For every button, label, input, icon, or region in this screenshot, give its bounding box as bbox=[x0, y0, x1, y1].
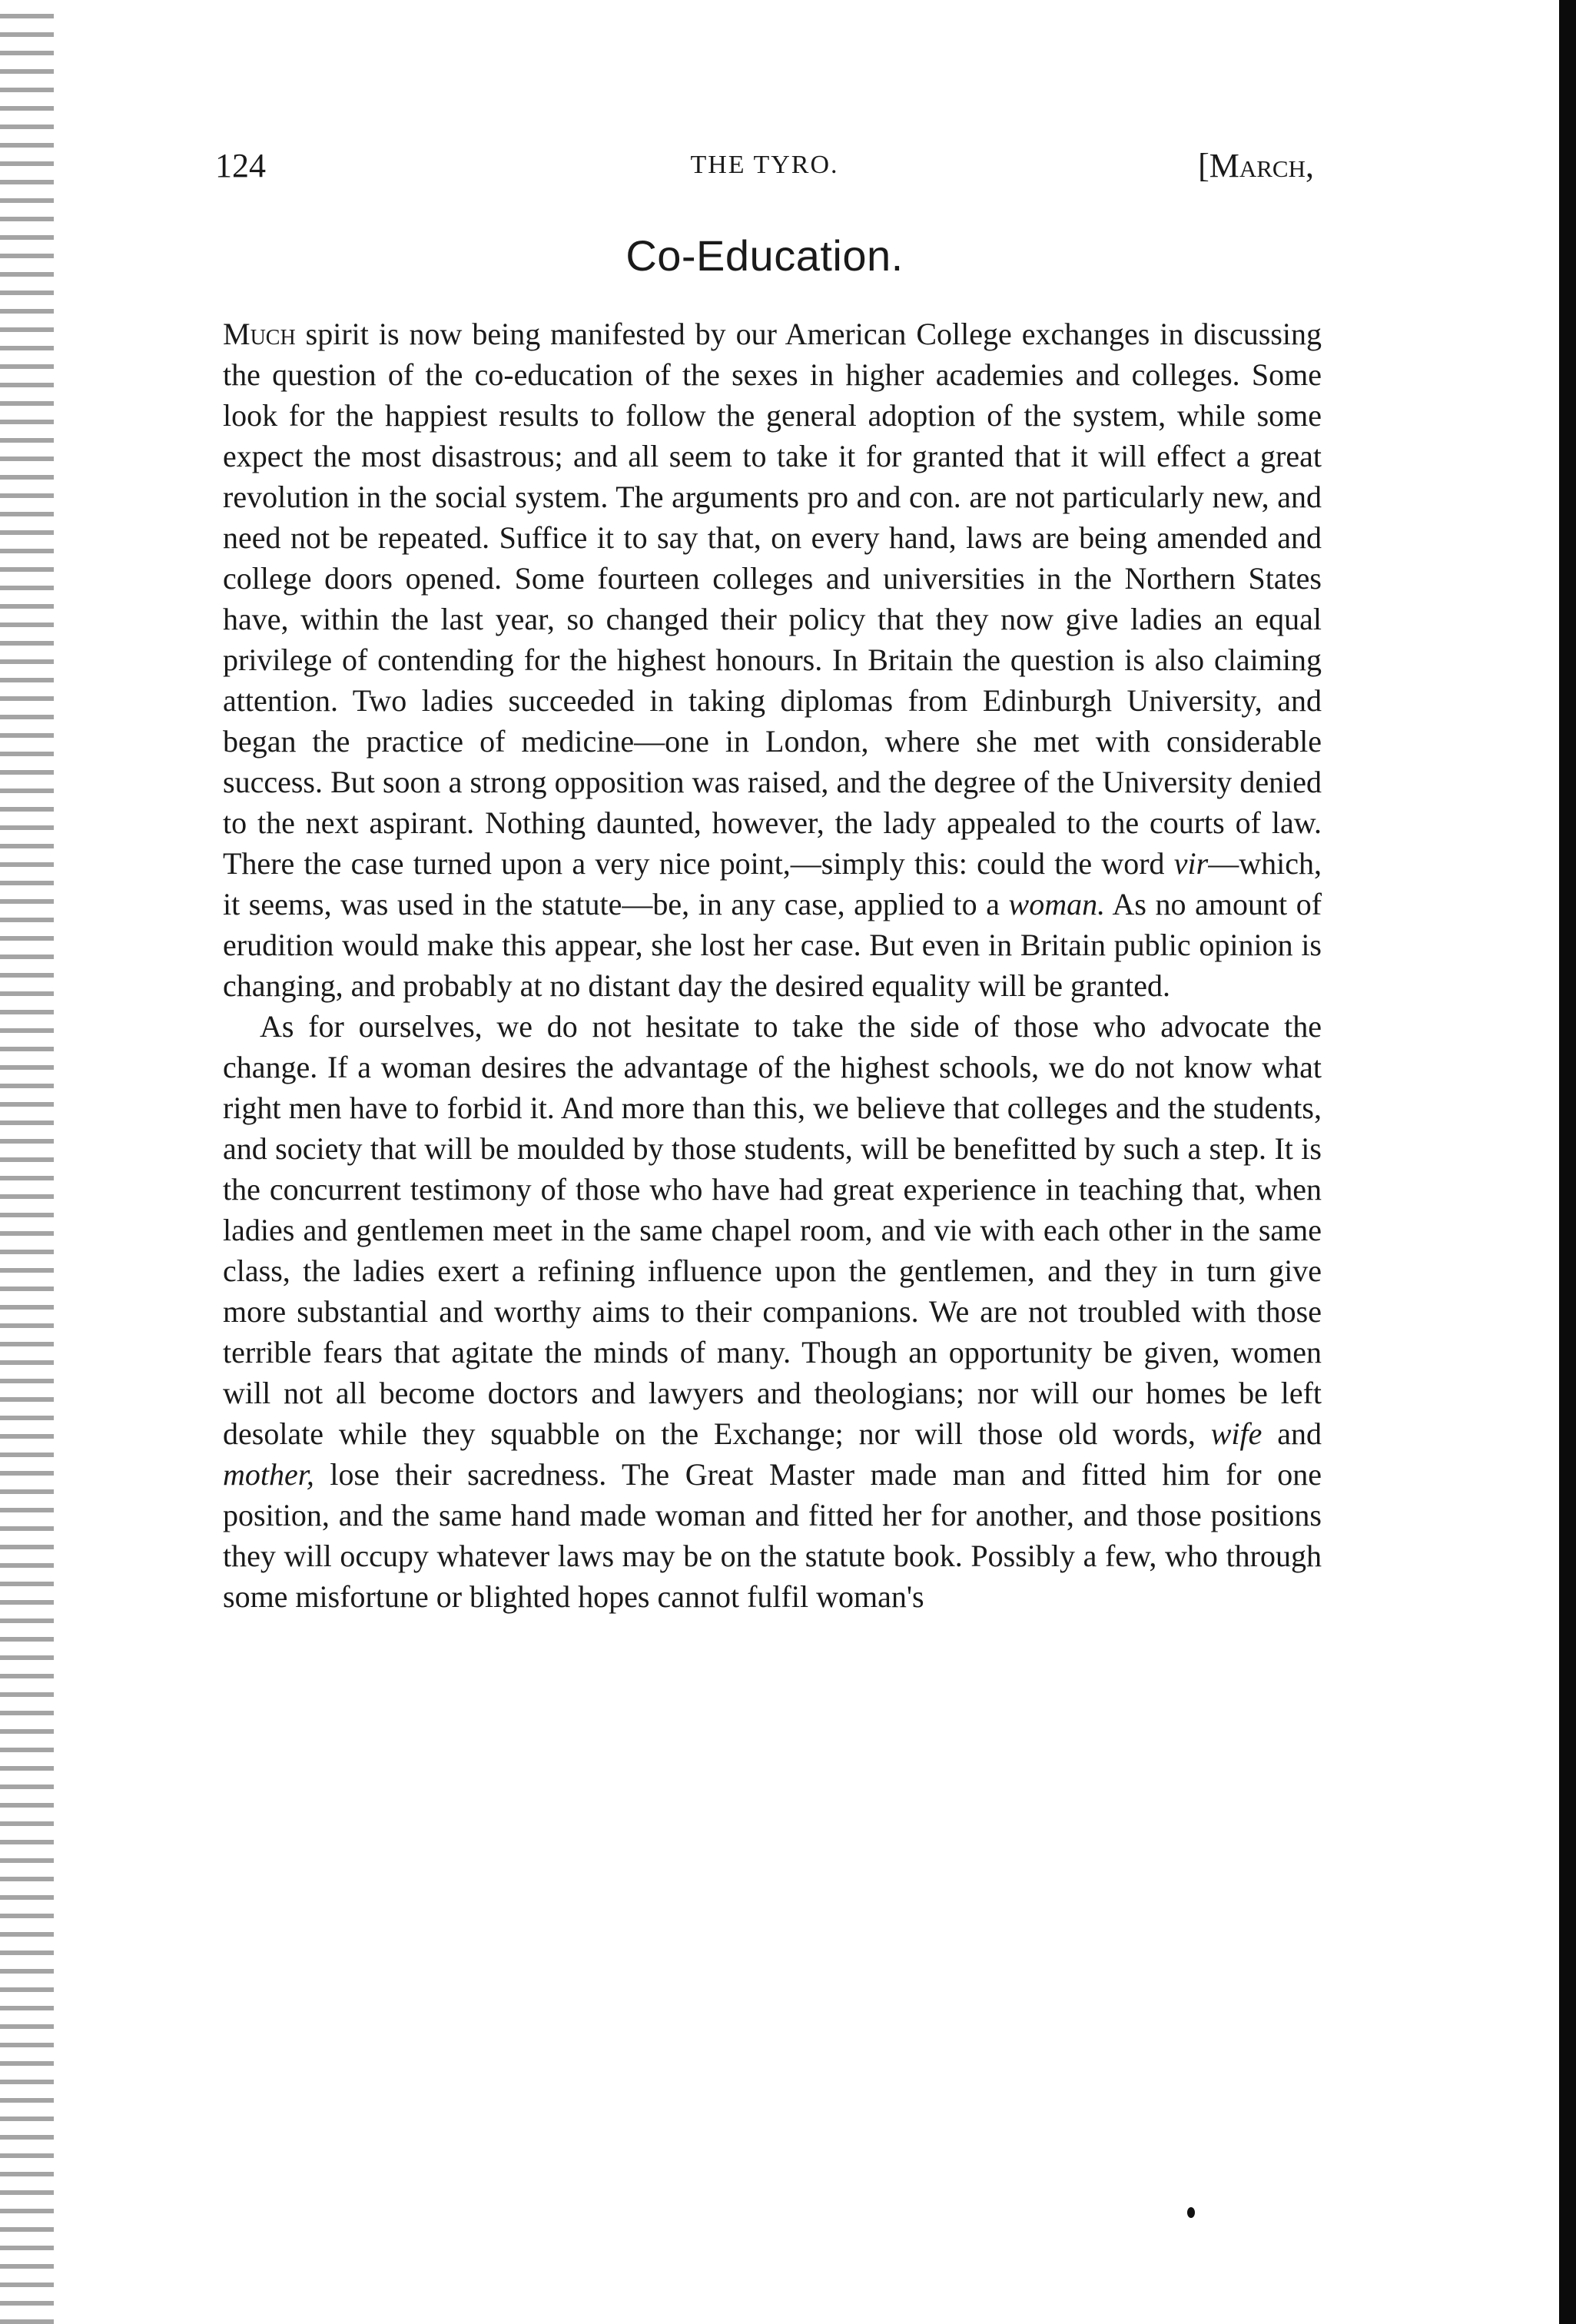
binding-edge bbox=[0, 0, 54, 2324]
paragraph-1 bbox=[223, 314, 1322, 1006]
ink-speck bbox=[1187, 2207, 1195, 2218]
paragraph-1-text-2: —which, it seems, was used in the statute—be, in any case, applied to a bbox=[223, 846, 1322, 921]
drop-word: Much bbox=[223, 317, 296, 351]
paragraph-2-text-2: and bbox=[1277, 1416, 1322, 1451]
paragraph-2-text-3: lose their sacredness. The Great Master made man and fitted him for one position, and the same hand made woman and fitted her for another, and those positions they will occupy whatever laws may be on the statute book. Possibly a few, who through some misfortune or blighted hopes cannot fulfil woman's bbox=[223, 1457, 1322, 1614]
italic-woman: woman. bbox=[1008, 887, 1106, 921]
header-month: [March, bbox=[1198, 147, 1314, 184]
page-number: 124 bbox=[215, 147, 266, 184]
article-body bbox=[223, 314, 1322, 1617]
italic-mother: mother, bbox=[223, 1457, 314, 1492]
running-title: THE TYRO. bbox=[690, 151, 839, 179]
paragraph-2-text: As for ourselves, we do not hesitate to take the side of those who advocate the change. If a woman desires the advantage of the highest schools, we do not know what right men have to forbid it. And more than this, we believe that colleges and the students, and society that will be moulded by those students, will be benefitted by such a step. It is the concurrent testimony of those who have had great experience in teaching that, when ladies and gentlemen meet in the same chapel room, and vie with each other in the same class, the ladies exert a refining influence upon the gentlemen, and they in turn give more substantial and worthy aims to their companions. We are not troubled with those terrible fears that agitate the minds of many. Though an opportunity be given, women will not all become doctors and lawyers and theologians; nor will our homes be left desolate while they squabble on the Exchange; nor will those old words, bbox=[223, 1009, 1322, 1451]
italic-wife: wife bbox=[1210, 1416, 1262, 1451]
paragraph-2 bbox=[223, 1006, 1322, 1617]
italic-vir: vir bbox=[1173, 846, 1209, 881]
paragraph-1-text: spirit is now being manifested by our American College exchanges in discussing the question of the co-education of the sexes in higher academies and colleges. Some look for the happiest results to follow the general adoption of the system, while some expect the most disastrous; and all seem to take it for granted that it will effect a great revolution in the social system. The arguments pro and con. are not particularly new, and need not be repeated. Suffice it to say that, on every hand, laws are being amended and college doors opened. Some fourteen colleges and universities in the Northern States have, within the last year, so changed their policy that they now give ladies an equal privilege of contending for the highest honours. In Britain the question is also claiming attention. Two ladies succeeded in taking diplomas from Edinburgh University, and began the practice of medicine—one in London, where she met with considerable success. But soon a strong opposition was raised, and the degree of the University denied to the next aspirant. Nothing daunted, however, the lady appealed to the courts of law. There the case turned upon a very nice point,—simply this: could the word bbox=[223, 317, 1322, 881]
paragraph-1-text-3: As no amount of erudition would make this appear, she lost her case. But even in Britain public opinion is changing, and probably at no distant day the desired equality will be granted. bbox=[223, 887, 1322, 1003]
scan-edge-bar bbox=[1559, 0, 1576, 2324]
running-header bbox=[215, 146, 1314, 192]
article-title: Co-Education. bbox=[625, 231, 904, 280]
